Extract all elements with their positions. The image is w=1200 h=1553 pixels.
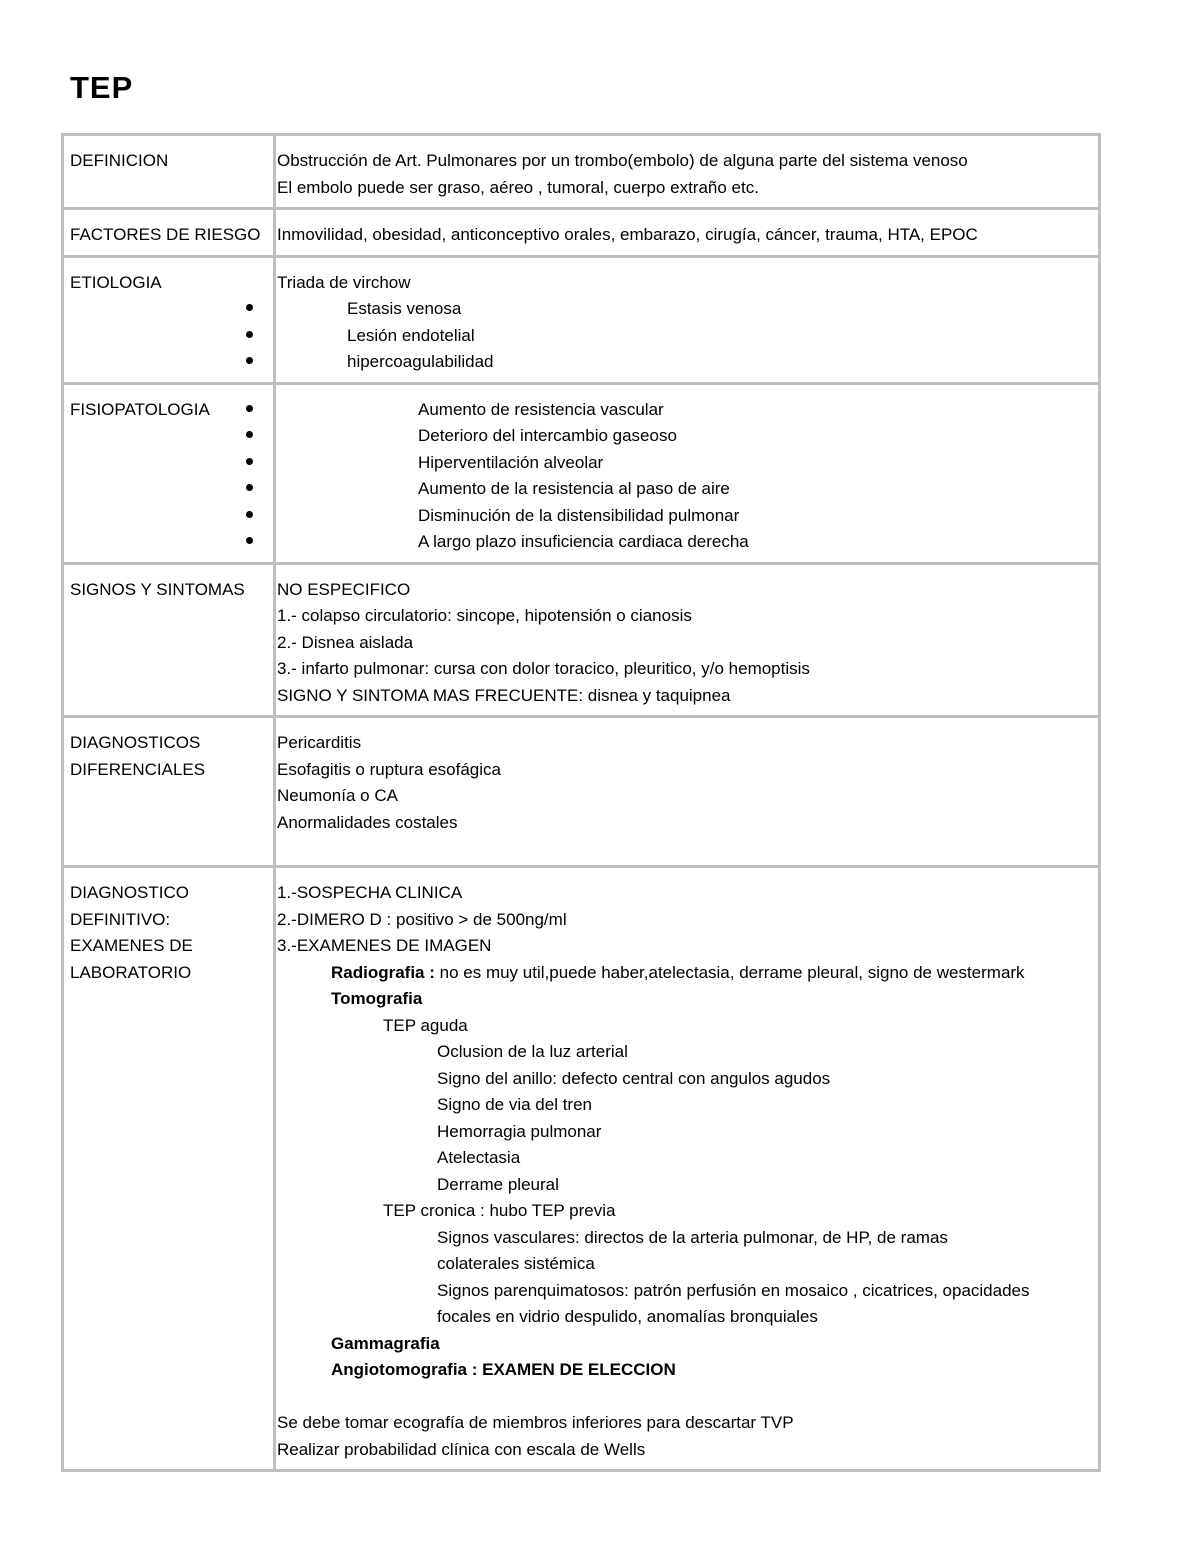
text-line: 3.- infarto pulmonar: cursa con dolor toracico, pleuritico, y/o hemoptisis <box>277 659 810 678</box>
bullet-item: Hiperventilación alveolar <box>277 450 1094 477</box>
row-label: SIGNOS Y SINTOMAS <box>63 563 275 717</box>
text-line: Obstrucción de Art. Pulmonares por un trombo(embolo) de alguna parte del sistema venoso <box>277 151 968 170</box>
text-line: 3.-EXAMENES DE IMAGEN <box>277 936 492 955</box>
bullet-item: Estasis venosa <box>277 296 1094 323</box>
spacer <box>277 1384 1094 1411</box>
table-row-signos <box>63 563 1100 717</box>
row-content <box>275 717 1100 867</box>
list-item: Signo del anillo: defecto central con angulos agudos <box>437 1068 831 1088</box>
text-line: Neumonía o CA <box>277 786 398 805</box>
text-line: Anormalidades costales <box>277 812 458 832</box>
row-content <box>275 256 1100 383</box>
list-item: Derrame pleural <box>437 1174 559 1194</box>
text-line: Pericarditis <box>277 733 362 752</box>
label-line: DIAGNOSTICO <box>70 883 190 902</box>
label-line: DIFERENCIALES <box>70 759 206 779</box>
bullet-item: Aumento de resistencia vascular <box>277 397 1094 424</box>
radiografia-line <box>277 960 1094 987</box>
bullet-item: Lesión endotelial <box>277 323 1094 350</box>
text-line: 1.-SOSPECHA CLINICA <box>277 883 463 902</box>
list-item: Signo de via del tren <box>437 1095 592 1114</box>
table-row-etiologia <box>63 256 1100 383</box>
text-line: Realizar probabilidad clínica con escala de Wells <box>277 1439 646 1459</box>
radiografia-label: Radiografia : <box>331 962 435 982</box>
list-item: Signos parenquimatosos: patrón perfusión en mosaico , cicatrices, opacidades focales en vidrio despulido, anomalías bronquiales <box>437 1280 1030 1326</box>
text-line: Triada de virchow <box>277 272 411 292</box>
text-line: NO ESPECIFICO <box>277 579 411 599</box>
text-line: 1.- colapso circulatorio: sincope, hipotensión o cianosis <box>277 606 692 625</box>
text-line: El embolo puede ser graso, aéreo , tumoral, cuerpo extraño etc. <box>277 177 759 197</box>
list-item: Hemorragia pulmonar <box>437 1121 602 1141</box>
text-line: Inmovilidad, obesidad, anticonceptivo orales, embarazo, cirugía, cáncer, trauma, HTA, EPOC <box>277 225 978 244</box>
row-label: FISIOPATOLOGIA <box>63 383 275 563</box>
list-item: Atelectasia <box>437 1148 521 1167</box>
summary-table <box>61 133 1101 1472</box>
tep-aguda-label: TEP aguda <box>383 1015 468 1035</box>
text-line: Se debe tomar ecografía de miembros inferiores para descartar TVP <box>277 1413 794 1432</box>
table-row-definitivo <box>63 867 1100 1471</box>
gammagrafia-label: Gammagrafia <box>331 1333 440 1353</box>
bullet-item: hipercoagulabilidad <box>277 349 1094 376</box>
text-line: SIGNO Y SINTOMA MAS FRECUENTE: disnea y taquipnea <box>277 685 731 705</box>
text-line: Esofagitis o ruptura esofágica <box>277 759 501 779</box>
row-content <box>275 209 1100 257</box>
row-content <box>275 383 1100 563</box>
tomografia-label: Tomografia <box>331 989 423 1008</box>
label-line: LABORATORIO <box>70 962 192 982</box>
row-label: DEFINICION <box>63 135 275 209</box>
label-line: DEFINITIVO: <box>70 909 171 929</box>
row-label <box>63 867 275 1471</box>
row-label: ETIOLOGIA <box>63 256 275 383</box>
angiotomografia-label: Angiotomografia : EXAMEN DE ELECCION <box>331 1360 676 1379</box>
row-content <box>275 563 1100 717</box>
text-line: 2.- Disnea aislada <box>277 632 414 652</box>
bullet-item: Disminución de la distensibilidad pulmonar <box>277 503 1094 530</box>
table-row-fisiopatologia <box>63 383 1100 563</box>
table-row-factores <box>63 209 1100 257</box>
bullet-item: Deterioro del intercambio gaseoso <box>277 423 1094 450</box>
list-item: Oclusion de la luz arterial <box>437 1042 628 1061</box>
table-row-definicion <box>63 135 1100 209</box>
bullet-item: A largo plazo insuficiencia cardiaca derecha <box>277 529 1094 556</box>
page-title: TEP <box>70 70 134 105</box>
label-line: DIAGNOSTICOS <box>70 733 201 752</box>
row-content <box>275 135 1100 209</box>
table-row-diferenciales <box>63 717 1100 867</box>
row-label <box>63 717 275 867</box>
list-item: Signos vasculares: directos de la arteria pulmonar, de HP, de ramas colaterales sistémica <box>437 1227 948 1273</box>
text-line: 2.-DIMERO D : positivo > de 500ng/ml <box>277 909 567 929</box>
row-label: FACTORES DE RIESGO <box>63 209 275 257</box>
label-line: EXAMENES DE <box>70 936 193 955</box>
row-content <box>275 867 1100 1471</box>
tep-cronica-label: TEP cronica : hubo TEP previa <box>383 1201 616 1220</box>
radiografia-text: no es muy util,puede haber,atelectasia, derrame pleural, signo de westermark <box>434 962 1025 982</box>
bullet-item: Aumento de la resistencia al paso de aire <box>277 476 1094 503</box>
